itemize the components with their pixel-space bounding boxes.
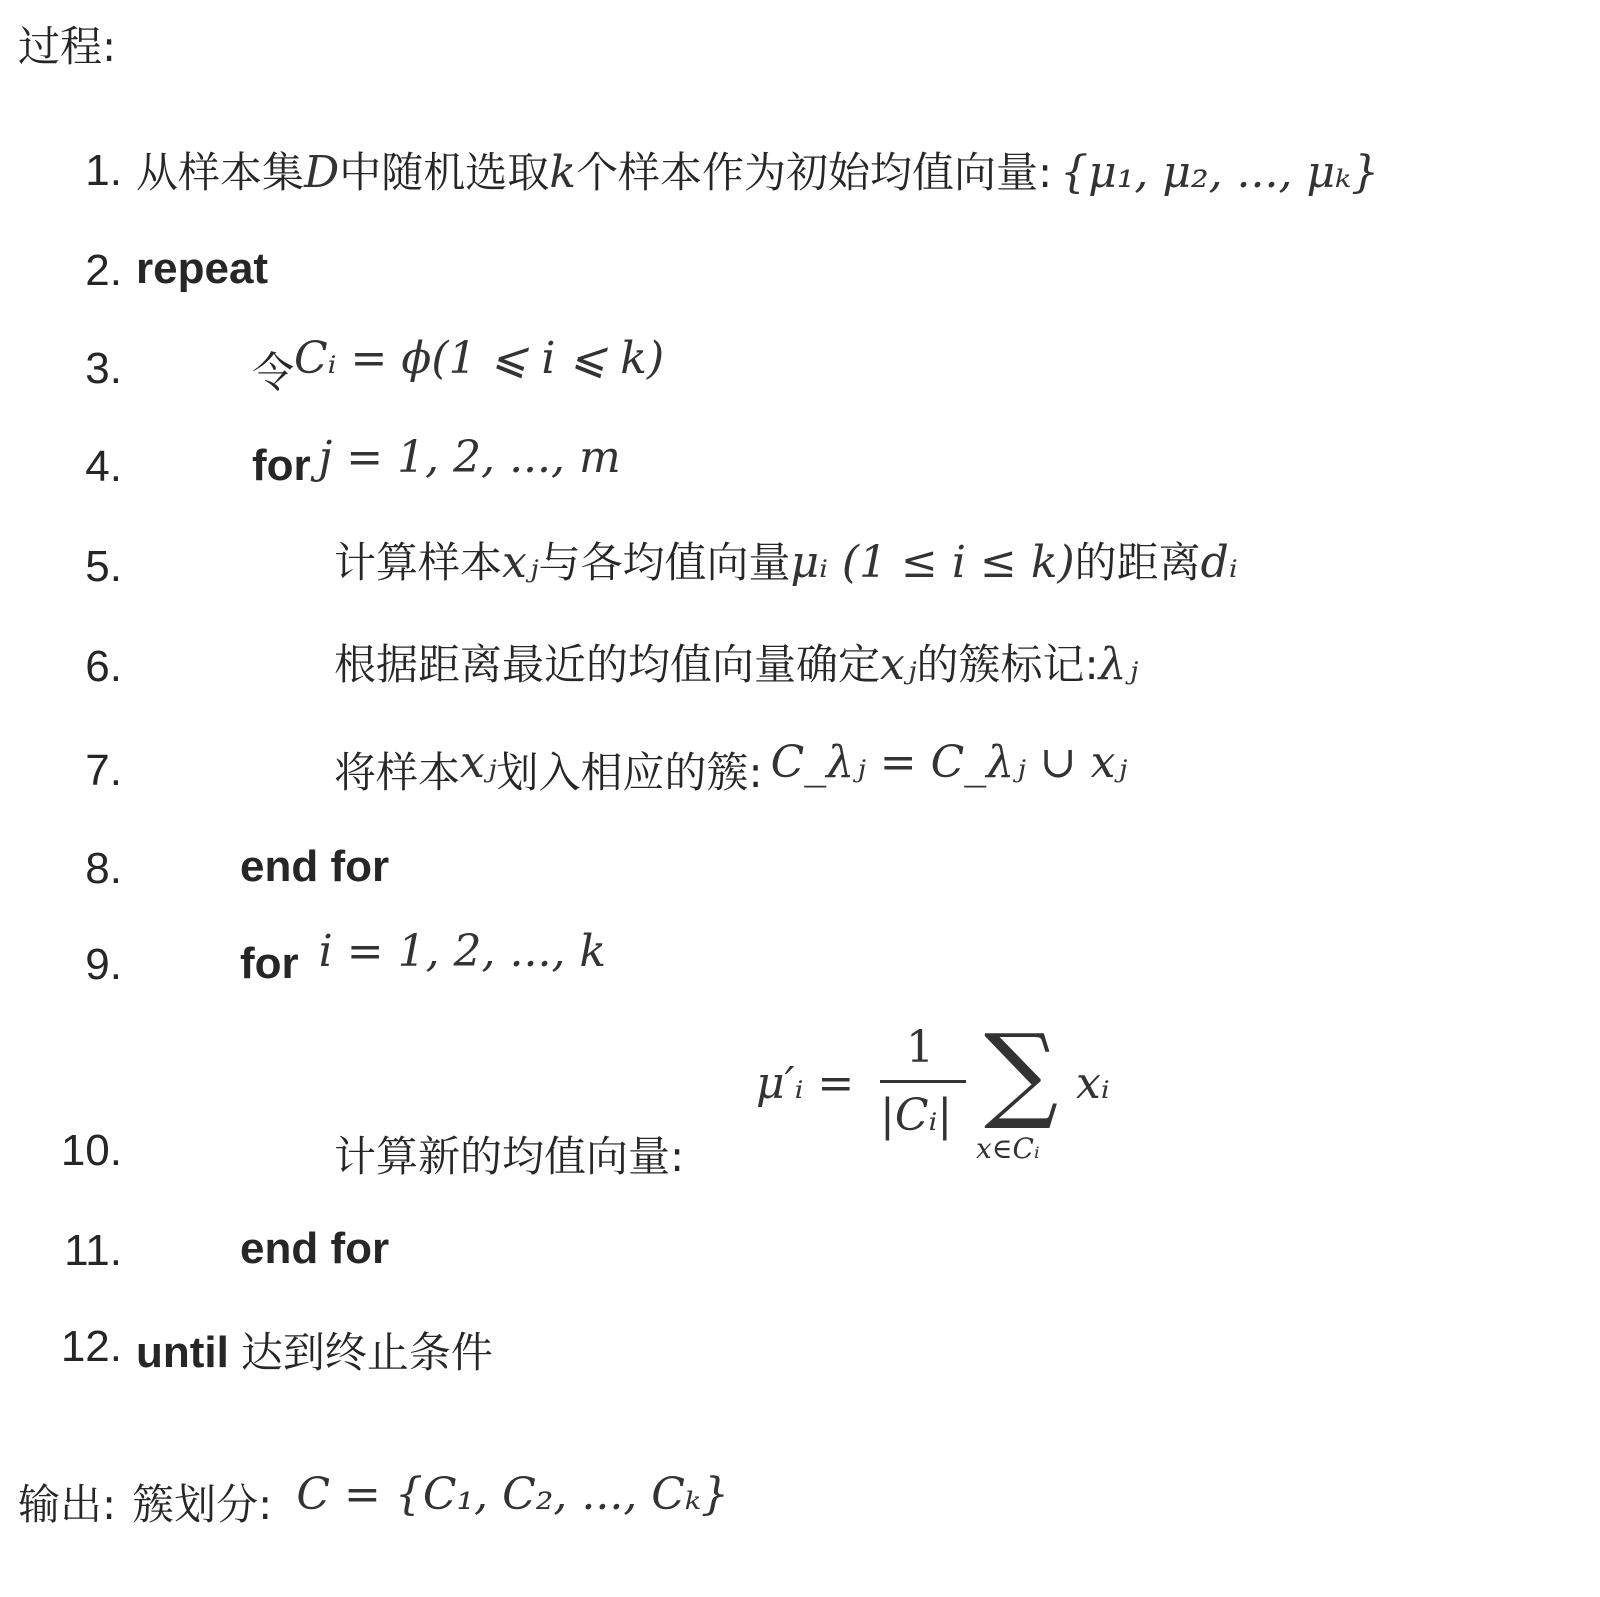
keyword-for: for: [252, 441, 311, 490]
summation-symbol: ∑: [984, 1011, 1059, 1133]
step-6: [334, 632, 1138, 692]
math-expression: j = 1, 2, ..., m: [318, 432, 621, 483]
fraction-numerator: 1: [906, 1022, 934, 1073]
step-number: 3.: [85, 344, 122, 393]
step-11: [240, 1224, 389, 1274]
step-number: 8.: [85, 844, 122, 893]
formula-lhs: μ′ᵢ =: [756, 1058, 855, 1109]
step-4: [252, 432, 621, 490]
step-number: 11.: [64, 1226, 122, 1275]
math-var: D: [304, 147, 340, 198]
step-text: 的簇标记:: [916, 640, 1099, 689]
step-number: 9.: [85, 940, 122, 989]
step-3: [252, 326, 665, 397]
math-expression: Cᵢ = ϕ(1 ⩽ i ⩽ k): [294, 333, 665, 384]
step-1: [136, 140, 1379, 200]
step-text: 达到终止条件: [240, 1328, 493, 1377]
step-text: 的距离: [1074, 538, 1201, 587]
output-line: [18, 1462, 730, 1529]
step-text: 从样本集: [136, 148, 305, 197]
math-var: λⱼ: [1098, 639, 1139, 690]
summation-subscript: x∈Cᵢ: [976, 1132, 1040, 1165]
fraction-denominator: |Cᵢ|: [880, 1090, 953, 1141]
step-number: 10.: [60, 1126, 122, 1175]
step-5: [334, 530, 1238, 590]
math-var: k: [549, 147, 576, 198]
output-label: 输出:: [18, 1480, 117, 1529]
step-text: 根据距离最近的均值向量确定: [334, 640, 881, 689]
step-number: 7.: [85, 746, 122, 795]
step-text: 将样本: [334, 748, 461, 797]
math-expression: {μ₁, μ₂, ..., μₖ}: [1060, 147, 1380, 198]
formula-rhs: xᵢ: [1076, 1058, 1110, 1109]
step-12: [136, 1320, 493, 1380]
step-number: 12.: [60, 1322, 122, 1371]
output-text: 簇划分:: [132, 1480, 273, 1529]
step-number: 1.: [85, 146, 122, 195]
output-math: C = {C₁, C₂, ..., Cₖ}: [296, 1469, 730, 1520]
math-expression: C_λⱼ = C_λⱼ ∪ xⱼ: [770, 737, 1128, 788]
step-number: 6.: [85, 642, 122, 691]
step-text: 个样本作为初始均值向量:: [575, 148, 1053, 197]
step-7: [334, 730, 1128, 797]
step-text: 计算样本: [334, 538, 503, 587]
step-text: 与各均值向量: [538, 538, 791, 587]
step-8: [240, 842, 389, 892]
step-2: [136, 244, 268, 294]
math-expression: i = 1, 2, ..., k: [318, 926, 607, 977]
step-text: 划入相应的簇:: [496, 748, 763, 797]
step-number: 2.: [85, 246, 122, 295]
step-number: 4.: [85, 442, 122, 491]
step-text: 中随机选取: [339, 148, 550, 197]
math-var: xⱼ: [502, 537, 539, 588]
step-text: 计算新的均值向量:: [334, 1132, 685, 1181]
step-text: 令: [252, 348, 295, 397]
keyword-end-for: end for: [240, 842, 390, 891]
keyword-until: until: [136, 1328, 229, 1377]
keyword-repeat: repeat: [136, 244, 269, 293]
step-10: [334, 1124, 684, 1184]
math-var: xⱼ: [460, 737, 497, 788]
math-expression: μᵢ (1 ≤ i ≤ k): [790, 537, 1075, 588]
keyword-end-for: end for: [240, 1224, 390, 1273]
keyword-for: for: [240, 939, 299, 988]
process-heading: 过程:: [18, 22, 117, 71]
fraction-bar: [880, 1080, 966, 1083]
step-9: [240, 926, 607, 988]
step-number: 5.: [85, 542, 122, 591]
math-var: xⱼ: [880, 639, 917, 690]
math-var: dᵢ: [1200, 537, 1238, 588]
